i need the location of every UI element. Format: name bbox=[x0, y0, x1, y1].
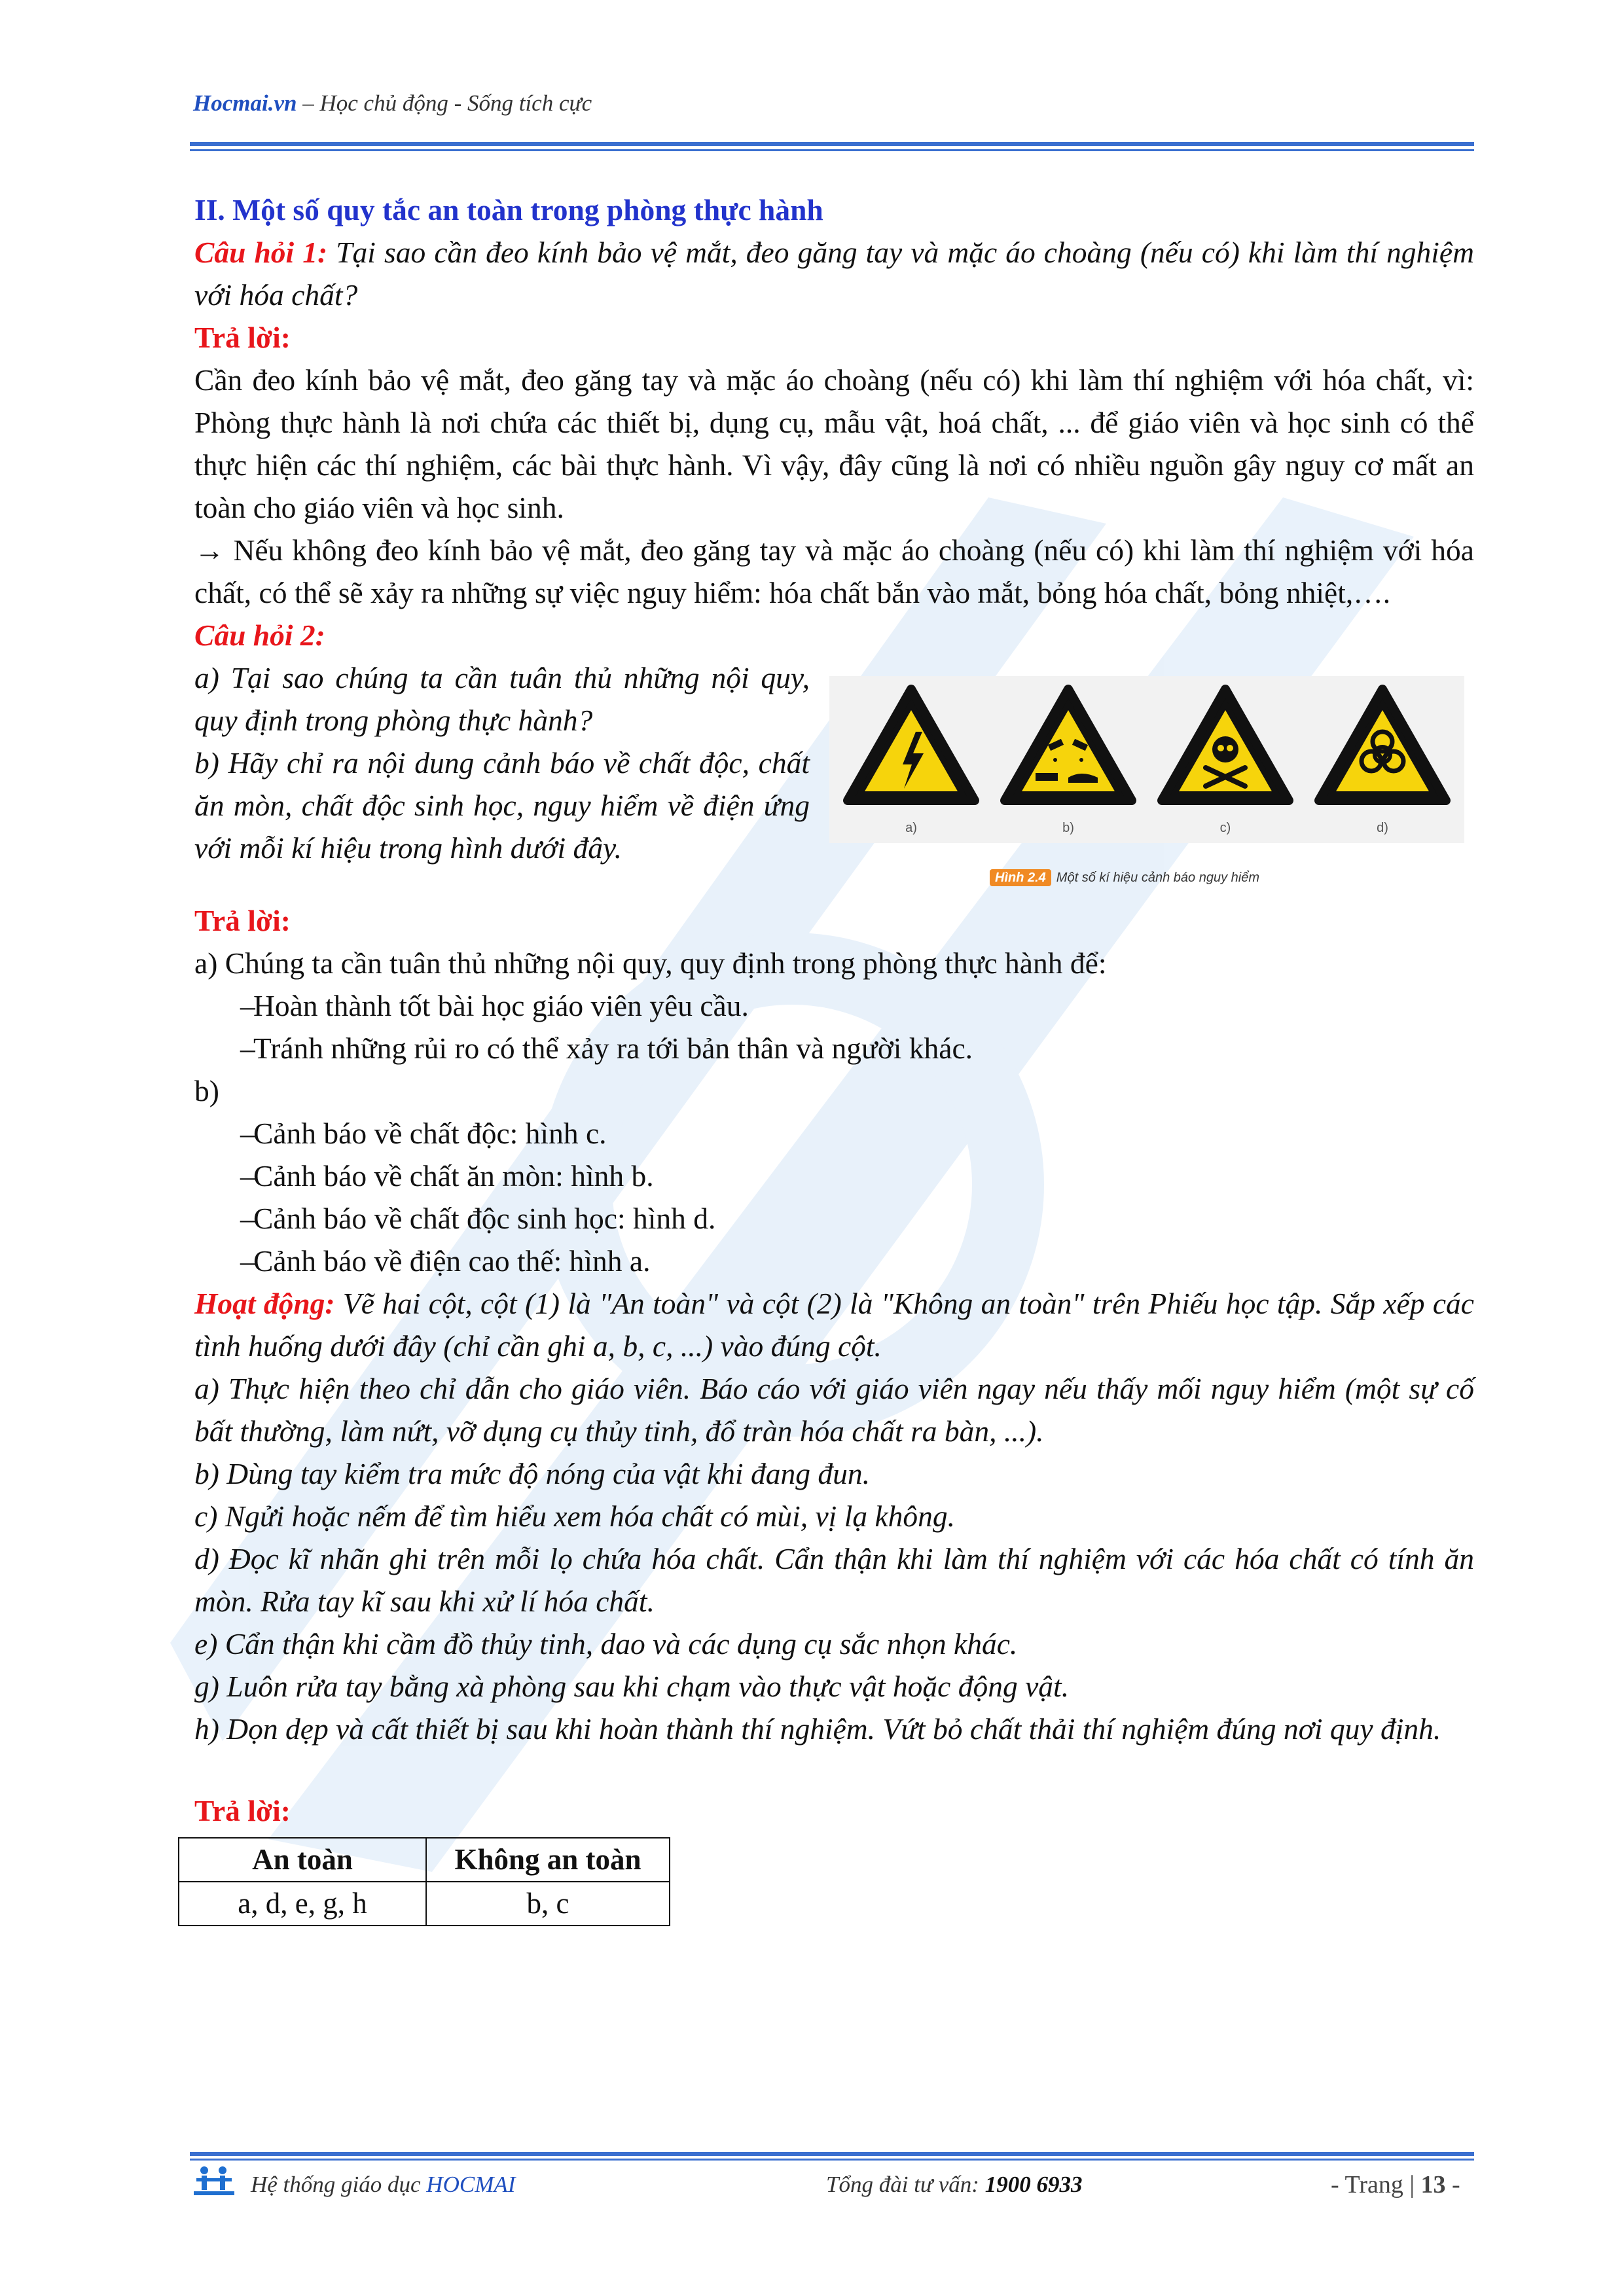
page-header bbox=[193, 90, 592, 117]
activity-answer-label: Trả lời: bbox=[194, 1794, 291, 1827]
list-item bbox=[194, 984, 1474, 1027]
activity-label: Hoạt động: bbox=[194, 1287, 335, 1320]
list-item-text: Tránh những rủi ro có thể xảy ra tới bản thân và người khác. bbox=[253, 1031, 973, 1065]
answer-2b-intro: b) bbox=[194, 1074, 219, 1107]
list-item bbox=[194, 1240, 1474, 1282]
list-item bbox=[194, 1155, 1474, 1197]
table-header-row bbox=[179, 1838, 670, 1882]
answer-1-paragraph-1: Cần đeo kính bảo vệ mắt, đeo găng tay và mặc áo choàng (nếu có) khi làm thí nghiệm với hóa chất, vì: Phòng thực hành là nơi chứa các thiết bị, dụng cụ, mẫu vật, hoá chất, ... để giáo viên và học sinh có thể thực hiện các thí nghiệm, các bài thực hành. Vì vậy, đây cũng là nơi có nhiều nguồn gây nguy cơ mất an toàn cho giáo viên và học sinh. bbox=[194, 363, 1474, 524]
activity-item: c) Ngửi hoặc nếm để tìm hiểu xem hóa chất có mùi, vị lạ không. bbox=[194, 1499, 956, 1533]
dash-bullet: – bbox=[240, 1202, 255, 1235]
figure-caption-tag: Hình 2.4 bbox=[990, 869, 1051, 886]
page-prefix: - Trang | bbox=[1331, 2171, 1421, 2198]
table-header-safe: An toàn bbox=[179, 1838, 426, 1882]
page-number bbox=[1331, 2170, 1460, 2199]
hocmai-logo-icon bbox=[194, 2165, 234, 2198]
activity-item: g) Luôn rửa tay bằng xà phòng sau khi chạm vào thực vật hoặc động vật. bbox=[194, 1670, 1070, 1703]
dash-bullet: – bbox=[240, 989, 255, 1022]
list-item bbox=[194, 1112, 1474, 1155]
figure-label-a: a) bbox=[905, 821, 917, 835]
hazard-figure bbox=[829, 676, 1464, 899]
question-2b: b) Hãy chỉ ra nội dung cảnh báo về chất độc, chất ăn mòn, chất độc sinh học, nguy hiểm về điện ứng với mỗi kí hiệu trong hình dưới đây. bbox=[194, 746, 810, 865]
list-item-text: Cảnh báo về chất độc sinh học: hình d. bbox=[253, 1202, 716, 1235]
footer-rule-thin bbox=[190, 2159, 1474, 2161]
dash-bullet: – bbox=[240, 1031, 255, 1065]
list-item-text: Cảnh báo về chất ăn mòn: hình b. bbox=[253, 1159, 654, 1193]
answer-1-label: Trả lời: bbox=[194, 321, 291, 354]
question-1 bbox=[194, 231, 1474, 316]
footer-system-text: Hệ thống giáo dục bbox=[251, 2172, 427, 2197]
answer-1-paragraph-2: → Nếu không đeo kính bảo vệ mắt, đeo găng tay và mặc áo choàng (nếu có) khi làm thí nghiệm với hóa chất, có thể sẽ xảy ra những sự việc nguy hiểm: hóa chất bắn vào mắt, bỏng hóa chất, bỏng nhiệt,…. bbox=[194, 533, 1474, 609]
footer-system bbox=[251, 2172, 515, 2198]
header-rule-thin bbox=[190, 149, 1474, 151]
header-rule-thick bbox=[190, 142, 1474, 146]
table-cell-safe: a, d, e, g, h bbox=[179, 1882, 426, 1926]
question-2-text bbox=[194, 656, 810, 869]
header-slogan: – Học chủ động - Sống tích cực bbox=[297, 90, 592, 116]
table-row bbox=[179, 1882, 670, 1926]
page-num: 13 bbox=[1420, 2171, 1446, 2198]
question-1-text: Tại sao cần đeo kính bảo vệ mắt, đeo găng tay và mặc áo choàng (nếu có) khi làm thí nghiệm với hóa chất? bbox=[194, 236, 1474, 312]
main-content bbox=[194, 188, 1474, 1926]
figure-label-d: d) bbox=[1377, 821, 1388, 835]
question-2-block bbox=[194, 656, 1474, 899]
header-brand[interactable]: Hocmai.vn bbox=[193, 90, 297, 116]
activity-item: e) Cẩn thận khi cầm đồ thủy tinh, dao và các dụng cụ sắc nhọn khác. bbox=[194, 1627, 1018, 1660]
table-header-unsafe: Không an toàn bbox=[426, 1838, 670, 1882]
list-item bbox=[194, 1027, 1474, 1069]
figure-caption-text: Một số kí hiệu cảnh báo nguy hiểm bbox=[1056, 870, 1259, 885]
figure-label-c: c) bbox=[1219, 821, 1231, 835]
question-2-label: Câu hỏi 2: bbox=[194, 619, 325, 652]
answer-2a-intro: a) Chúng ta cần tuân thủ những nội quy, quy định trong phòng thực hành để: bbox=[194, 946, 1107, 980]
list-item-text: Hoàn thành tốt bài học giáo viên yêu cầu. bbox=[253, 989, 749, 1022]
dash-bullet: – bbox=[240, 1244, 255, 1278]
list-item bbox=[194, 1197, 1474, 1240]
page-suffix: - bbox=[1445, 2171, 1460, 2198]
dash-bullet: – bbox=[240, 1117, 255, 1150]
activity-item: h) Dọn dẹp và cất thiết bị sau khi hoàn thành thí nghiệm. Vứt bỏ chất thải thí nghiệm đúng nơi quy định. bbox=[194, 1712, 1441, 1746]
dash-bullet: – bbox=[240, 1159, 255, 1193]
footer-hotline bbox=[826, 2172, 1082, 2198]
table-cell-unsafe: b, c bbox=[426, 1882, 670, 1926]
footer-brand[interactable]: HOCMAI bbox=[426, 2172, 516, 2197]
question-1-label: Câu hỏi 1: bbox=[194, 236, 328, 269]
hazard-signs-image bbox=[829, 676, 1464, 843]
activity-item: b) Dùng tay kiểm tra mức độ nóng của vật khi đang đun. bbox=[194, 1457, 870, 1490]
activity-item: a) Thực hiện theo chỉ dẫn cho giáo viên. Báo cáo với giáo viên ngay nếu thấy mối nguy hiểm (một sự cố bất thường, làm nứt, vỡ dụng cụ thủy tinh, đổ tràn hóa chất ra bàn, ...). bbox=[194, 1372, 1474, 1448]
activity-intro-text: Vẽ hai cột, cột (1) là "An toàn" và cột (2) là "Không an toàn" trên Phiếu học tập. Sắp xếp các tình huống dưới đây (chỉ cần ghi a, b, c, ...) vào đúng cột. bbox=[194, 1287, 1474, 1363]
list-item-text: Cảnh báo về điện cao thế: hình a. bbox=[253, 1244, 651, 1278]
answer-table bbox=[178, 1837, 670, 1926]
footer-rule-thick bbox=[190, 2152, 1474, 2156]
footer-hotline-number[interactable]: 1900 6933 bbox=[984, 2172, 1083, 2197]
footer-hotline-label: Tổng đài tư vấn: bbox=[826, 2172, 985, 2197]
activity-intro bbox=[194, 1282, 1474, 1367]
list-item-text: Cảnh báo về chất độc: hình c. bbox=[253, 1117, 607, 1150]
answer-2-label: Trả lời: bbox=[194, 904, 291, 937]
section-title: II. Một số quy tắc an toàn trong phòng thực hành bbox=[194, 193, 823, 226]
figure-label-b: b) bbox=[1062, 821, 1074, 835]
activity-item: d) Đọc kĩ nhãn ghi trên mỗi lọ chứa hóa chất. Cẩn thận khi làm thí nghiệm với các hóa chất có tính ăn mòn. Rửa tay kĩ sau khi xử lí hóa chất. bbox=[194, 1542, 1474, 1618]
figure-caption bbox=[829, 857, 1464, 899]
question-2a: a) Tại sao chúng ta cần tuân thủ những nội quy, quy định trong phòng thực hành? bbox=[194, 661, 810, 737]
